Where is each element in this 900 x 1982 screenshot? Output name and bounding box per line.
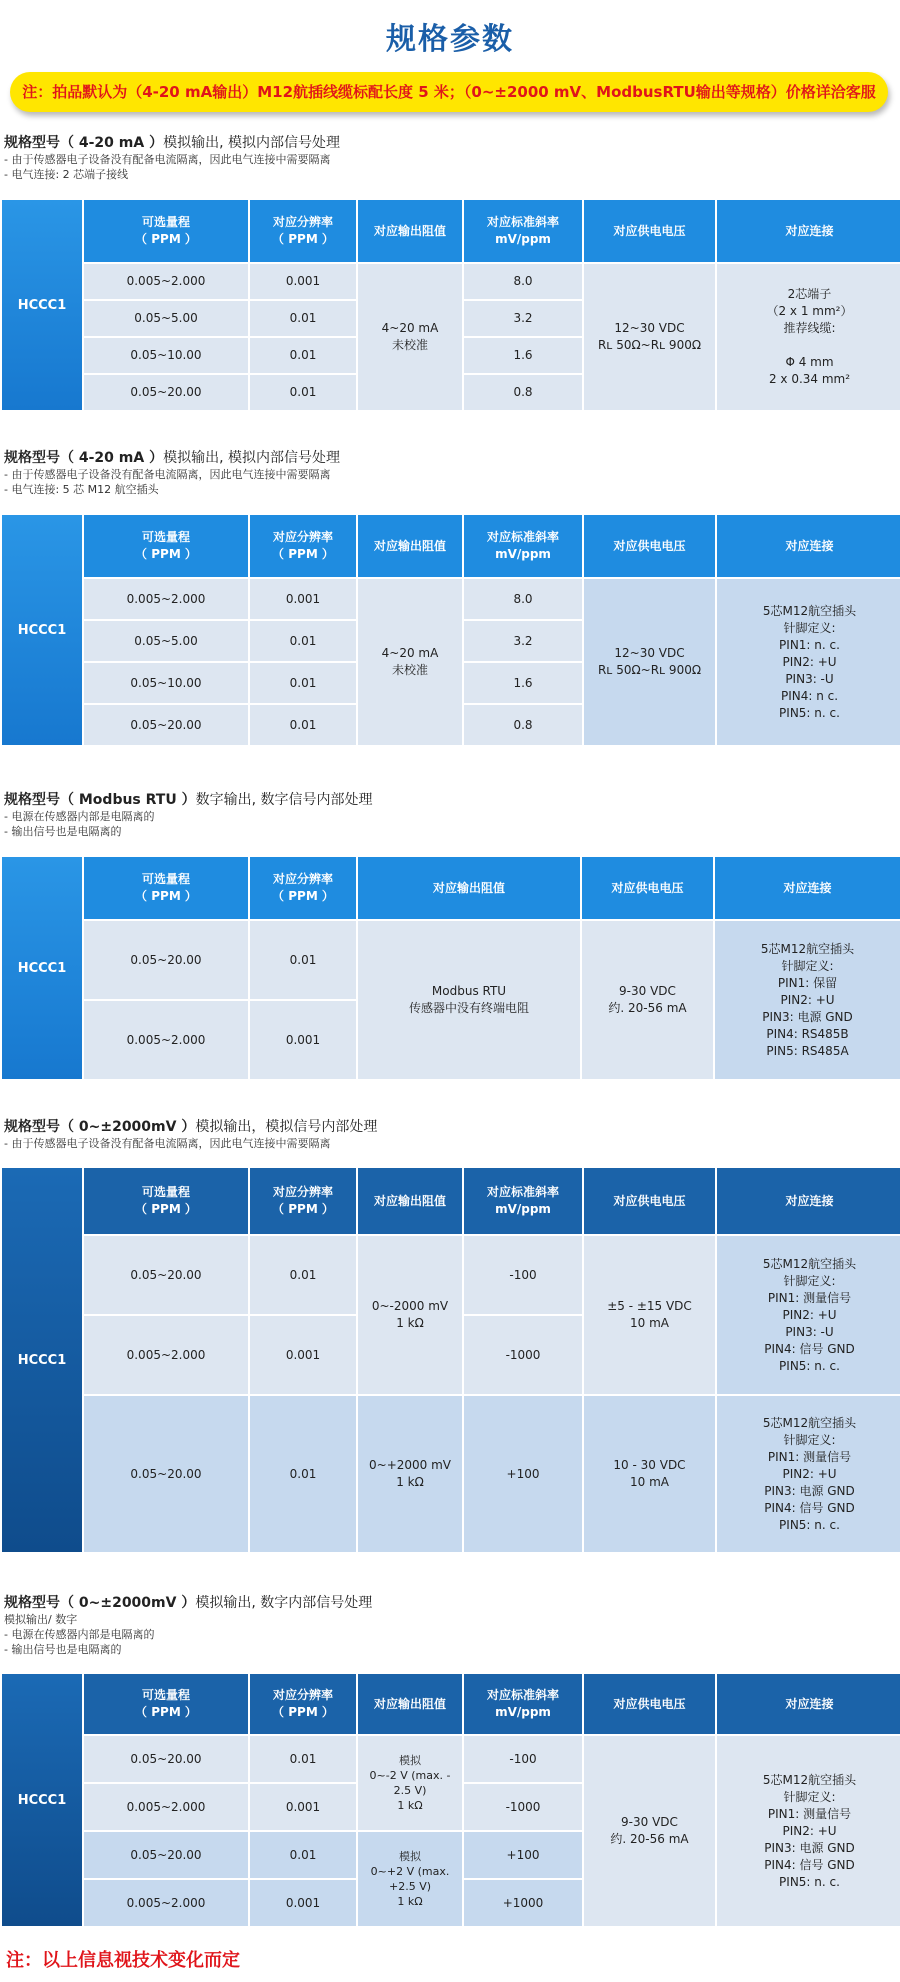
resolution-cell: 0.01	[250, 621, 356, 661]
resolution-cell: 0.001	[250, 1880, 356, 1926]
section-header-4	[4, 1118, 884, 1151]
supply-cell: 9-30 VDC 约. 20-56 mA	[584, 1736, 715, 1926]
section-note: - 由于传感器电子设备没有配备电流隔离，因此电气连接中需要隔离	[4, 1137, 331, 1150]
table-row	[2, 264, 900, 299]
section-title-desc: 数字输出, 数字信号内部处理	[195, 792, 373, 808]
header-impedance: 对应输出阻值	[358, 857, 580, 919]
range-cell: 0.05~10.00	[84, 338, 248, 373]
header-slope: 对应标准斜率 mV/ppm	[464, 515, 582, 577]
section-header-2	[4, 449, 884, 497]
slope-cell: 0.8	[464, 375, 582, 410]
range-cell: 0.05~20.00	[84, 1396, 248, 1552]
header-supply: 对应供电电压	[584, 1168, 715, 1234]
range-cell: 0.05~5.00	[84, 301, 248, 336]
spec-table-2	[0, 513, 900, 747]
section-note: - 输出信号也是电隔离的	[4, 825, 122, 838]
header-range: 可选量程 （ PPM ）	[84, 1168, 248, 1234]
model-cell: HCCC1	[2, 1168, 82, 1552]
resolution-cell: 0.01	[250, 375, 356, 410]
slope-cell: 8.0	[464, 264, 582, 299]
header-range: 可选量程 （ PPM ）	[84, 1674, 248, 1734]
impedance-cell: 0~+2000 mV 1 kΩ	[358, 1396, 462, 1552]
range-cell: 0.05~20.00	[84, 705, 248, 745]
range-cell: 0.05~5.00	[84, 621, 248, 661]
table-header-row	[2, 857, 900, 919]
range-cell: 0.05~20.00	[84, 1236, 248, 1314]
header-slope: 对应标准斜率 mV/ppm	[464, 200, 582, 262]
connection-cell: 2芯端子 （2 x 1 mm²） 推荐线缆: Φ 4 mm 2 x 0.34 mm²	[717, 264, 900, 410]
resolution-cell: 0.001	[250, 1784, 356, 1830]
range-cell: 0.05~20.00	[84, 921, 248, 999]
header-impedance: 对应输出阻值	[358, 1168, 462, 1234]
header-supply: 对应供电电压	[582, 857, 713, 919]
slope-cell: -1000	[464, 1784, 582, 1830]
resolution-cell: 0.01	[250, 705, 356, 745]
range-cell: 0.005~2.000	[84, 264, 248, 299]
header-impedance: 对应输出阻值	[358, 1674, 462, 1734]
section-title-desc: 模拟输出, 模拟内部信号处理	[163, 135, 340, 151]
slope-cell: 1.6	[464, 338, 582, 373]
resolution-cell: 0.01	[250, 1396, 356, 1552]
section-note: - 由于传感器电子设备没有配备电流隔离，因此电气连接中需要隔离	[4, 153, 331, 166]
section-note: - 输出信号也是电隔离的	[4, 1643, 122, 1656]
header-resolution: 对应分辨率 （ PPM ）	[250, 200, 356, 262]
range-cell: 0.005~2.000	[84, 1880, 248, 1926]
header-slope: 对应标准斜率 mV/ppm	[464, 1674, 582, 1734]
section-header-3	[4, 791, 884, 839]
resolution-cell: 0.01	[250, 338, 356, 373]
slope-cell: 0.8	[464, 705, 582, 745]
impedance-cell: 模拟 0~+2 V (max. +2.5 V) 1 kΩ	[358, 1832, 462, 1926]
section-title-desc: 模拟输出, 数字内部信号处理	[195, 1595, 373, 1611]
resolution-cell: 0.001	[250, 579, 356, 619]
connection-cell: 5芯M12航空插头 针脚定义: PIN1: 保留 PIN2: +U PIN3: 电源 GND PIN4: RS485B PIN5: RS485A	[715, 921, 900, 1079]
connection-cell: 5芯M12航空插头 针脚定义: PIN1: 测量信号 PIN2: +U PIN3: 电源 GND PIN4: 信号 GND PIN5: n. c.	[717, 1396, 900, 1552]
notice-banner: 注：拍品默认为（4-20 mA输出）M12航插线缆标配长度 5 米；（0~±2000 mV、ModbusRTU输出等规格）价格详洽客服	[10, 72, 888, 112]
header-connection: 对应连接	[717, 200, 900, 262]
resolution-cell: 0.001	[250, 264, 356, 299]
table-header-row	[2, 515, 900, 577]
resolution-cell: 0.01	[250, 1236, 356, 1314]
spec-table-5	[0, 1672, 900, 1928]
model-cell: HCCC1	[2, 1674, 82, 1926]
header-slope: 对应标准斜率 mV/ppm	[464, 1168, 582, 1234]
table-header-row	[2, 1168, 900, 1234]
header-connection: 对应连接	[717, 515, 900, 577]
header-resolution: 对应分辨率 （ PPM ）	[250, 515, 356, 577]
resolution-cell: 0.001	[250, 1001, 356, 1079]
impedance-cell: 模拟 0~-2 V (max. - 2.5 V) 1 kΩ	[358, 1736, 462, 1830]
section-title-model: 规格型号（ 0~±2000mV ）	[4, 1119, 196, 1135]
section-title	[4, 791, 884, 809]
header-supply: 对应供电电压	[584, 200, 715, 262]
slope-cell: 1.6	[464, 663, 582, 703]
resolution-cell: 0.01	[250, 921, 356, 999]
impedance-cell: Modbus RTU 传感器中没有终端电阻	[358, 921, 580, 1079]
slope-cell: +1000	[464, 1880, 582, 1926]
header-connection: 对应连接	[715, 857, 900, 919]
header-resolution: 对应分辨率 （ PPM ）	[250, 1674, 356, 1734]
spec-table-4	[0, 1166, 900, 1554]
slope-cell: +100	[464, 1832, 582, 1878]
section-note: - 电源在传感器内部是电隔离的	[4, 810, 155, 823]
section-note: - 电气连接: 2 芯端子接线	[4, 168, 129, 181]
page-title: 规格参数	[386, 22, 514, 57]
section-note: - 由于传感器电子设备没有配备电流隔离，因此电气连接中需要隔离	[4, 468, 331, 481]
header-range: 可选量程 （ PPM ）	[84, 200, 248, 262]
range-cell: 0.05~20.00	[84, 375, 248, 410]
slope-cell: 3.2	[464, 301, 582, 336]
range-cell: 0.005~2.000	[84, 1316, 248, 1394]
header-impedance: 对应输出阻值	[358, 515, 462, 577]
section-title	[4, 1118, 884, 1136]
connection-cell: 5芯M12航空插头 针脚定义: PIN1: 测量信号 PIN2: +U PIN3: -U PIN4: 信号 GND PIN5: n. c.	[717, 1236, 900, 1394]
slope-cell: -100	[464, 1236, 582, 1314]
section-title-desc: 模拟输出, 模拟内部信号处理	[163, 450, 340, 466]
section-title-model: 规格型号（ 4-20 mA ）	[4, 135, 164, 151]
resolution-cell: 0.01	[250, 1736, 356, 1782]
resolution-cell: 0.01	[250, 301, 356, 336]
range-cell: 0.05~20.00	[84, 1832, 248, 1878]
range-cell: 0.005~2.000	[84, 579, 248, 619]
impedance-cell: 4~20 mA 未校准	[358, 579, 462, 745]
supply-cell: 9-30 VDC 约. 20-56 mA	[582, 921, 713, 1079]
connection-cell: 5芯M12航空插头 针脚定义: PIN1: 测量信号 PIN2: +U PIN3: 电源 GND PIN4: 信号 GND PIN5: n. c.	[717, 1736, 900, 1926]
header-range: 可选量程 （ PPM ）	[84, 857, 248, 919]
footer-note: 注：以上信息视技术变化而定	[6, 1950, 240, 1971]
section-title	[4, 134, 884, 152]
range-cell: 0.005~2.000	[84, 1001, 248, 1079]
table-header-row	[2, 1674, 900, 1734]
header-supply: 对应供电电压	[584, 515, 715, 577]
header-resolution: 对应分辨率 （ PPM ）	[250, 857, 356, 919]
resolution-cell: 0.001	[250, 1316, 356, 1394]
section-title-model: 规格型号（ 0~±2000mV ）	[4, 1595, 196, 1611]
model-cell: HCCC1	[2, 200, 82, 410]
spec-table-3	[0, 855, 900, 1081]
header-connection: 对应连接	[717, 1674, 900, 1734]
impedance-cell: 0~-2000 mV 1 kΩ	[358, 1236, 462, 1394]
section-note: 模拟输出/ 数字	[4, 1613, 78, 1626]
table-row	[2, 921, 900, 999]
spec-table-1	[0, 198, 900, 412]
range-cell: 0.005~2.000	[84, 1784, 248, 1830]
slope-cell: -100	[464, 1736, 582, 1782]
section-title-model: 规格型号（ 4-20 mA ）	[4, 450, 164, 466]
supply-cell: 12~30 VDC Rʟ 50Ω~Rʟ 900Ω	[584, 579, 715, 745]
table-row	[2, 1236, 900, 1314]
table-row	[2, 1396, 900, 1552]
section-title-desc: 模拟输出，模拟信号内部处理	[195, 1119, 378, 1135]
section-title	[4, 449, 884, 467]
header-resolution: 对应分辨率 （ PPM ）	[250, 1168, 356, 1234]
section-title-model: 规格型号（ Modbus RTU ）	[4, 792, 196, 808]
section-title	[4, 1594, 884, 1612]
resolution-cell: 0.01	[250, 663, 356, 703]
connection-cell: 5芯M12航空插头 针脚定义: PIN1: n. c. PIN2: +U PIN3: -U PIN4: n c. PIN5: n. c.	[717, 579, 900, 745]
table-header-row	[2, 200, 900, 262]
header-range: 可选量程 （ PPM ）	[84, 515, 248, 577]
slope-cell: 8.0	[464, 579, 582, 619]
header-connection: 对应连接	[717, 1168, 900, 1234]
table-row	[2, 1736, 900, 1782]
slope-cell: +100	[464, 1396, 582, 1552]
header-impedance: 对应输出阻值	[358, 200, 462, 262]
section-note: - 电气连接: 5 芯 M12 航空插头	[4, 483, 159, 496]
model-cell: HCCC1	[2, 857, 82, 1079]
header-supply: 对应供电电压	[584, 1674, 715, 1734]
supply-cell: 10 - 30 VDC 10 mA	[584, 1396, 715, 1552]
section-header-5	[4, 1594, 884, 1657]
table-row	[2, 579, 900, 619]
supply-cell: 12~30 VDC Rʟ 50Ω~Rʟ 900Ω	[584, 264, 715, 410]
range-cell: 0.05~20.00	[84, 1736, 248, 1782]
impedance-cell: 4~20 mA 未校准	[358, 264, 462, 410]
supply-cell: ±5 - ±15 VDC 10 mA	[584, 1236, 715, 1394]
slope-cell: -1000	[464, 1316, 582, 1394]
slope-cell: 3.2	[464, 621, 582, 661]
model-cell: HCCC1	[2, 515, 82, 745]
resolution-cell: 0.01	[250, 1832, 356, 1878]
section-note: - 电源在传感器内部是电隔离的	[4, 1628, 155, 1641]
section-header-1	[4, 134, 884, 182]
range-cell: 0.05~10.00	[84, 663, 248, 703]
